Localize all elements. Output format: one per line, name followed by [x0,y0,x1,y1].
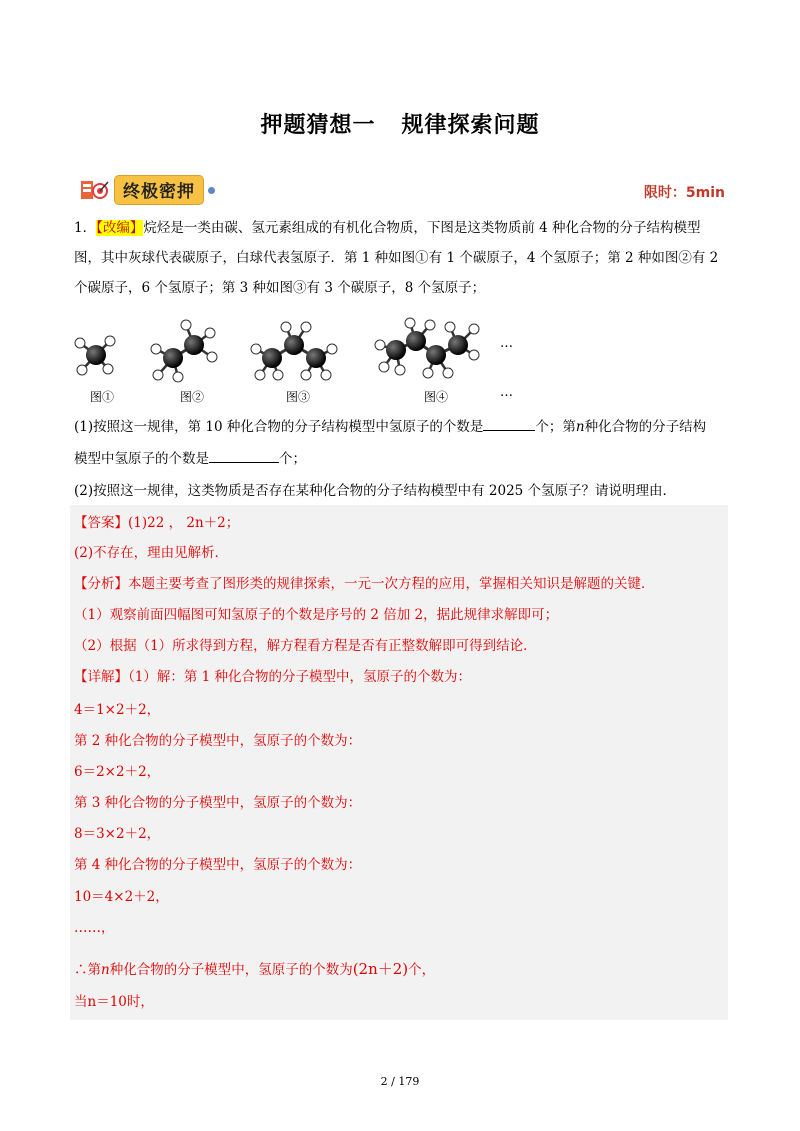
sub1-text-a: (1)按照这一规律，第 10 种化合物的分子结构模型中氢原子的个数是 [74,419,484,435]
sub1-text-d: 模型中氢原子的个数是 [74,451,209,467]
fig-label-4: 图④ [424,390,449,404]
detail-tag: 【详解】 [74,669,128,685]
equation-4: 10＝4×2＋2， [74,889,169,905]
equation-2: 6＝2×2＋2， [74,764,161,780]
conclusion-text-c: 个， [408,962,436,978]
page-title [0,108,800,139]
answer-tag: 【答案】 [74,515,128,531]
sub-question-2: (2)按照这一规律，这类物质是否存在某种化合物的分子结构模型中有 2025 个氢原子？请说明理由． [74,483,677,499]
banner-label: 终极密押 [114,175,204,205]
molecule-1 [75,336,115,375]
answer-blank-1[interactable] [483,416,535,431]
section-banner [80,176,215,204]
detail-line-3: 第 3 种化合物的分子模型中，氢原子的个数为： [74,795,362,811]
analysis-line [74,569,727,599]
answer-line-1 [74,508,727,538]
time-limit: 限时：5min [643,185,725,201]
molecule-2 [151,320,217,382]
when-text-a: 当 [74,994,88,1010]
detail-line [74,662,727,692]
conclusion-expression: (2n＋2) [352,960,409,978]
equation-3: 8＝3×2＋2， [74,826,161,842]
analysis-point-1: （1）观察前面四幅图可知氢原子的个数是序号的 2 倍加 2，据此规律求解即可； [74,607,559,623]
sub-question-1-line-2 [74,444,730,474]
sub-question-1-line-1 [74,412,730,442]
sub1-var-n: n [575,419,585,435]
conclusion-text-a: ∴第 [74,962,101,978]
conclusion-var-n: n [101,962,110,978]
conclusion-line [74,954,727,984]
question-tag: 【改编】 [96,220,144,236]
detail-line-2: 第 2 种化合物的分子模型中，氢原子的个数为： [74,733,362,749]
molecule-4 [375,318,479,378]
when-text-b: 时， [126,994,154,1010]
analysis-text: 本题主要考查了图形类的规律探索，一元一次方程的应用，掌握相关知识是解题的关键． [128,576,655,592]
title-right: 规律探索问题 [401,113,540,138]
molecule-figures [70,315,530,390]
analysis-tag: 【分析】 [74,576,128,592]
answer-line-2: (2)不存在，理由见解析． [74,545,229,561]
title-left: 押题猜想一 [260,113,376,138]
ellipsis-top: … [500,336,513,351]
question-number: 1． [74,220,97,236]
banner-dot [208,187,215,194]
question-line-1 [74,213,730,243]
question-line-3: 个碳原子，6 个氢原子；第 3 种如图③有 3 个碳原子，8 个氢原子； [74,280,486,296]
question-text-1: 烷烃是一类由碳、氢元素组成的有机化合物质，下图是这类物质前 4 种化合物的分子结构模型 [143,220,701,236]
answer-blank-2[interactable] [209,448,279,463]
answer-1: (1)22 ， 2n＋2； [128,515,240,531]
when-line [74,987,727,1017]
page-number: 2 / 179 [380,1075,420,1088]
sub1-text-e: 个； [279,451,306,467]
when-expression: n＝10 [87,994,127,1010]
sub1-text-b: 个；第 [535,419,576,435]
fig-label-1: 图① [90,390,115,404]
fig-label-2: 图② [180,390,205,404]
equation-1: 4＝1×2＋2， [74,702,161,718]
sub1-text-c: 种化合物的分子结构 [584,419,707,435]
molecule-3 [251,322,337,380]
question-line-2: 图，其中灰球代表碳原子，白球代表氢原子．第 1 种如图①有 1 个碳原子，4 个氢原子；第 2 种如图②有 2 [74,250,719,266]
continuation-dots: ……， [74,920,115,936]
ellipsis-bottom: … [500,385,513,400]
detail-line-4: 第 4 种化合物的分子模型中，氢原子的个数为： [74,857,362,873]
analysis-point-2: （2）根据（1）所求得到方程，解方程看方程是否有正整数解即可得到结论． [74,638,537,654]
fig-label-3: 图③ [286,390,311,404]
detail-intro: （1）解：第 1 种化合物的分子模型中，氢原子的个数为： [128,669,472,685]
conclusion-text-b: 种化合物的分子模型中，氢原子的个数为 [109,962,353,978]
target-icon [80,178,110,202]
